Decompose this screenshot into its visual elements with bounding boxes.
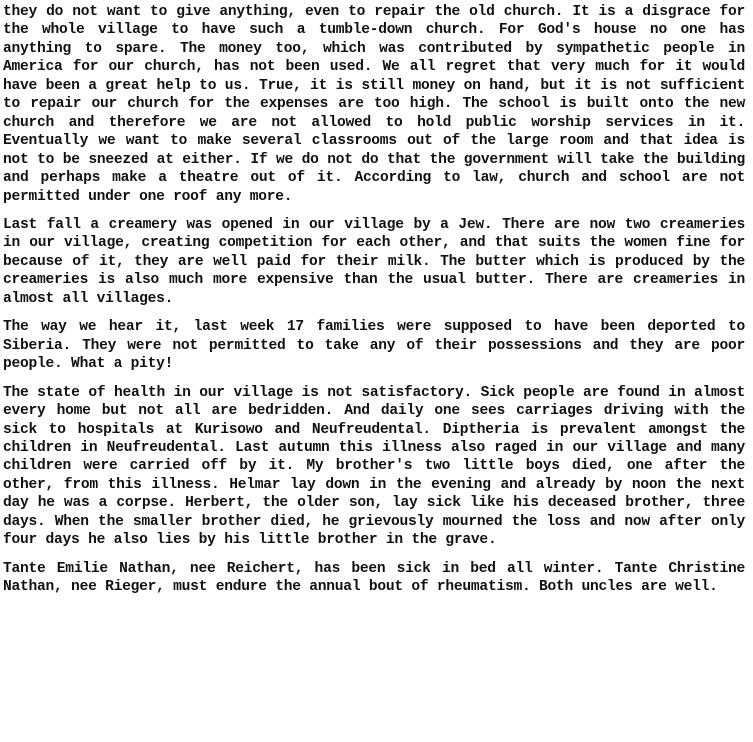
document-page: [3, 3, 745, 597]
paragraph-church: they do not want to give anything, even to repair the old church. It is a disgrace for the whole village to have such a tumble-down church. For God's house no one has anything to spare. The money too, which was contributed by sympathetic people in America for our church, has not been used. We all regret that very much for it would have been a great help to us. True, it is still money on hand, but it is not sufficient to repair our church for the expenses are too high. The school is built onto the new church and therefore we are not allowed to hold public worship services in it. Eventually we want to make several classrooms out of the large room and that idea is not to be sneezed at either. If we do not do that the government will take the building and perhaps make a theatre out of it. According to law, church and school are not permitted under one roof any more.: [3, 4, 745, 205]
paragraph-relatives: Tante Emilie Nathan, nee Reichert, has been sick in bed all winter. Tante Christine Nathan, nee Rieger, must endure the annual bout of rheumatism. Both uncles are well.: [3, 560, 745, 596]
paragraph-deportation: The way we hear it, last week 17 families were supposed to have been deported to Siberia. They were not permitted to take any of their possessions and they are poor people. What a pity!: [3, 319, 745, 373]
paragraph-creamery: Last fall a creamery was opened in our village by a Jew. There are now two creameries in our village, creating competition for each other, and that suits the women fine for because of it, they are well paid for their milk. The butter which is produced by the creameries is also much more expensive than the usual butter. There are creameries in almost all villages.: [3, 216, 745, 307]
paragraph-health: The state of health in our village is not satisfactory. Sick people are found in almost every home but not all are bedridden. And daily one sees carriages driving with the sick to hospitals at Kurisowo and Neufreudental. Diptheria is prevalent amongst the children in Neufreudental. Last autumn this illness also raged in our village and many children were carried off by it. My brother's two little boys died, one after the other, from this illness. Helmar lay down in the evening and already by noon the next day he was a corpse. Herbert, the older son, lay sick like his deceased brother, three days. When the smaller brother died, he grievously mourned the loss and now after only four days he also lies by his little brother in the grave.: [3, 384, 745, 549]
